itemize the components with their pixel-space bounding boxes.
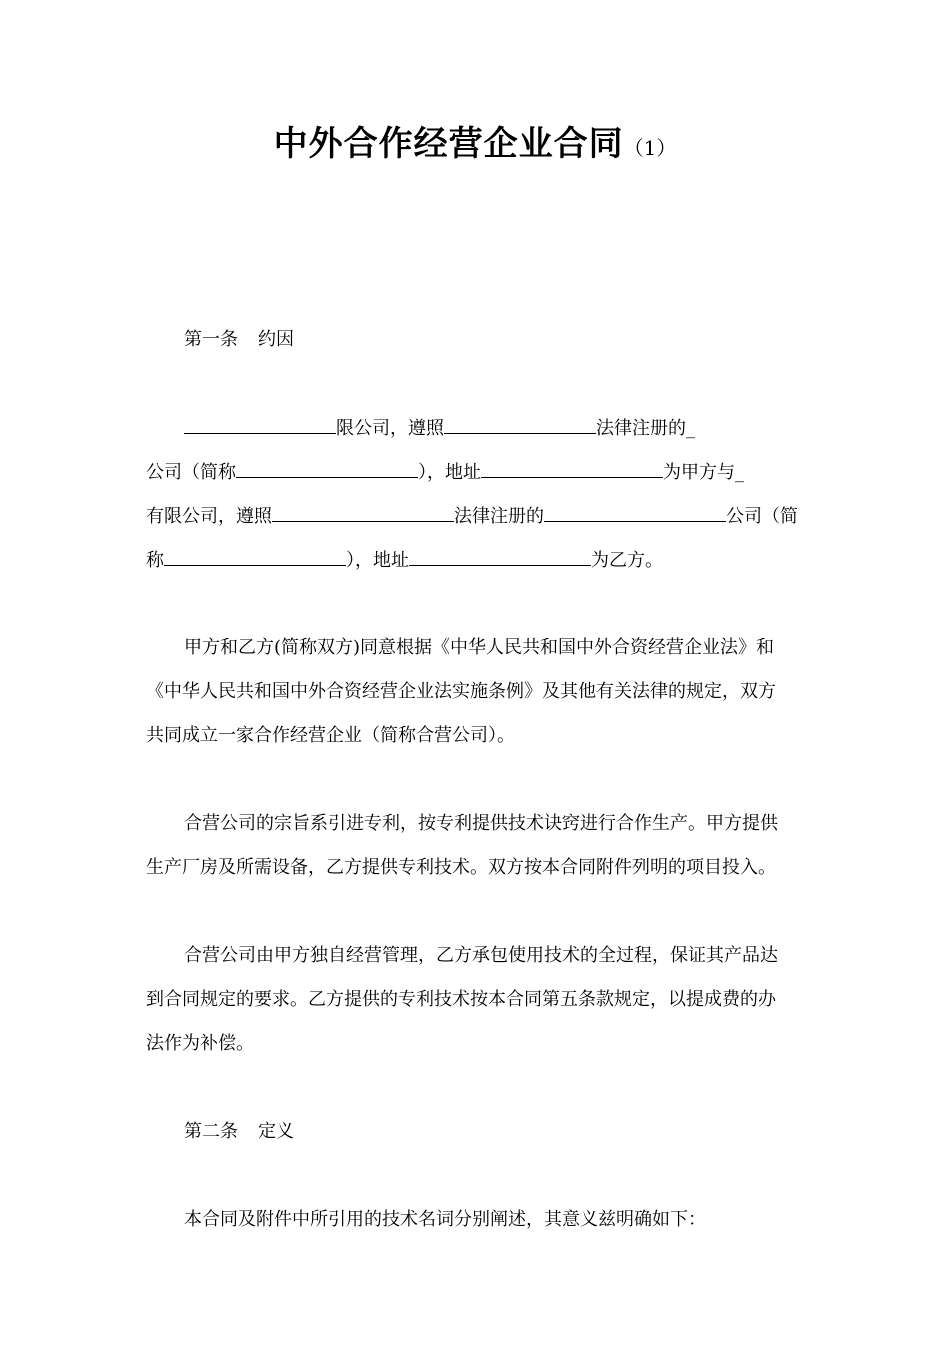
paragraph-text: 甲方和乙方(简称双方)同意根据《中华人民共和国中外合资经营企业法》和 [184, 637, 775, 658]
paragraph-3-line-2 [146, 988, 776, 1012]
paragraph-3-line-3 [146, 1032, 254, 1056]
paragraph-text: 合营公司的宗旨系引进专利，按专利提供技术诀窍进行合作生产。甲方提供 [184, 813, 778, 834]
paragraph-2-line-2 [146, 856, 776, 880]
parties-text: 为甲方与_ [663, 462, 744, 483]
article-1-name: 约因 [258, 329, 294, 350]
blank-field[interactable] [272, 504, 454, 522]
blank-field[interactable] [236, 460, 418, 478]
parties-text: ），地址 [346, 550, 409, 571]
blank-field[interactable] [184, 416, 336, 434]
blank-field[interactable] [409, 548, 591, 566]
parties-line-2 [146, 460, 744, 485]
parties-text: 称 [146, 550, 164, 571]
parties-text: 法律注册的 [454, 506, 544, 527]
parties-line-3 [146, 504, 798, 529]
article-2-name: 定义 [258, 1121, 294, 1142]
paragraph-3-line-1 [146, 944, 778, 968]
parties-text: 有限公司，遵照 [146, 506, 272, 527]
paragraph-1-line-3 [146, 724, 515, 748]
title-suffix: （1） [623, 136, 677, 160]
paragraph-text: 共同成立一家合作经营企业（简称合营公司）。 [146, 725, 515, 746]
blank-field[interactable] [444, 416, 596, 434]
paragraph-4-line-1 [146, 1208, 706, 1232]
parties-text: 限公司，遵照 [336, 418, 444, 439]
article-1-number: 第一条 [184, 329, 238, 350]
paragraph-text: 法作为补偿。 [146, 1033, 254, 1054]
paragraph-1-line-2 [146, 680, 776, 704]
paragraph-text: 合营公司由甲方独自经营管理，乙方承包使用技术的全过程，保证其产品达 [184, 945, 778, 966]
paragraph-text: 生产厂房及所需设备，乙方提供专利技术。双方按本合同附件列明的项目投入。 [146, 857, 776, 878]
paragraph-text: 《中华人民共和国中外合资经营企业法实施条例》及其他有关法律的规定，双方 [146, 681, 776, 702]
blank-field[interactable] [481, 460, 663, 478]
parties-text: 为乙方。 [591, 550, 663, 571]
parties-text: ），地址 [418, 462, 481, 483]
parties-text: 法律注册的_ [596, 418, 695, 439]
paragraph-1-line-1 [146, 636, 774, 660]
parties-text: 公司（简 [726, 506, 798, 527]
blank-field[interactable] [164, 548, 346, 566]
parties-text: 公司（简称 [146, 462, 236, 483]
paragraph-2-line-1 [146, 812, 778, 836]
article-2-heading [146, 1120, 294, 1144]
paragraph-text: 本合同及附件中所引用的技术名词分别阐述，其意义兹明确如下： [184, 1209, 706, 1230]
paragraph-text: 到合同规定的要求。乙方提供的专利技术按本合同第五条款规定，以提成费的办 [146, 989, 776, 1010]
document-title [0, 116, 950, 165]
parties-line-1 [146, 416, 695, 441]
title-main: 中外合作经营企业合同 [273, 124, 624, 164]
article-1-heading [146, 328, 294, 352]
article-2-number: 第二条 [184, 1121, 238, 1142]
parties-line-4 [146, 548, 663, 573]
blank-field[interactable] [544, 504, 726, 522]
